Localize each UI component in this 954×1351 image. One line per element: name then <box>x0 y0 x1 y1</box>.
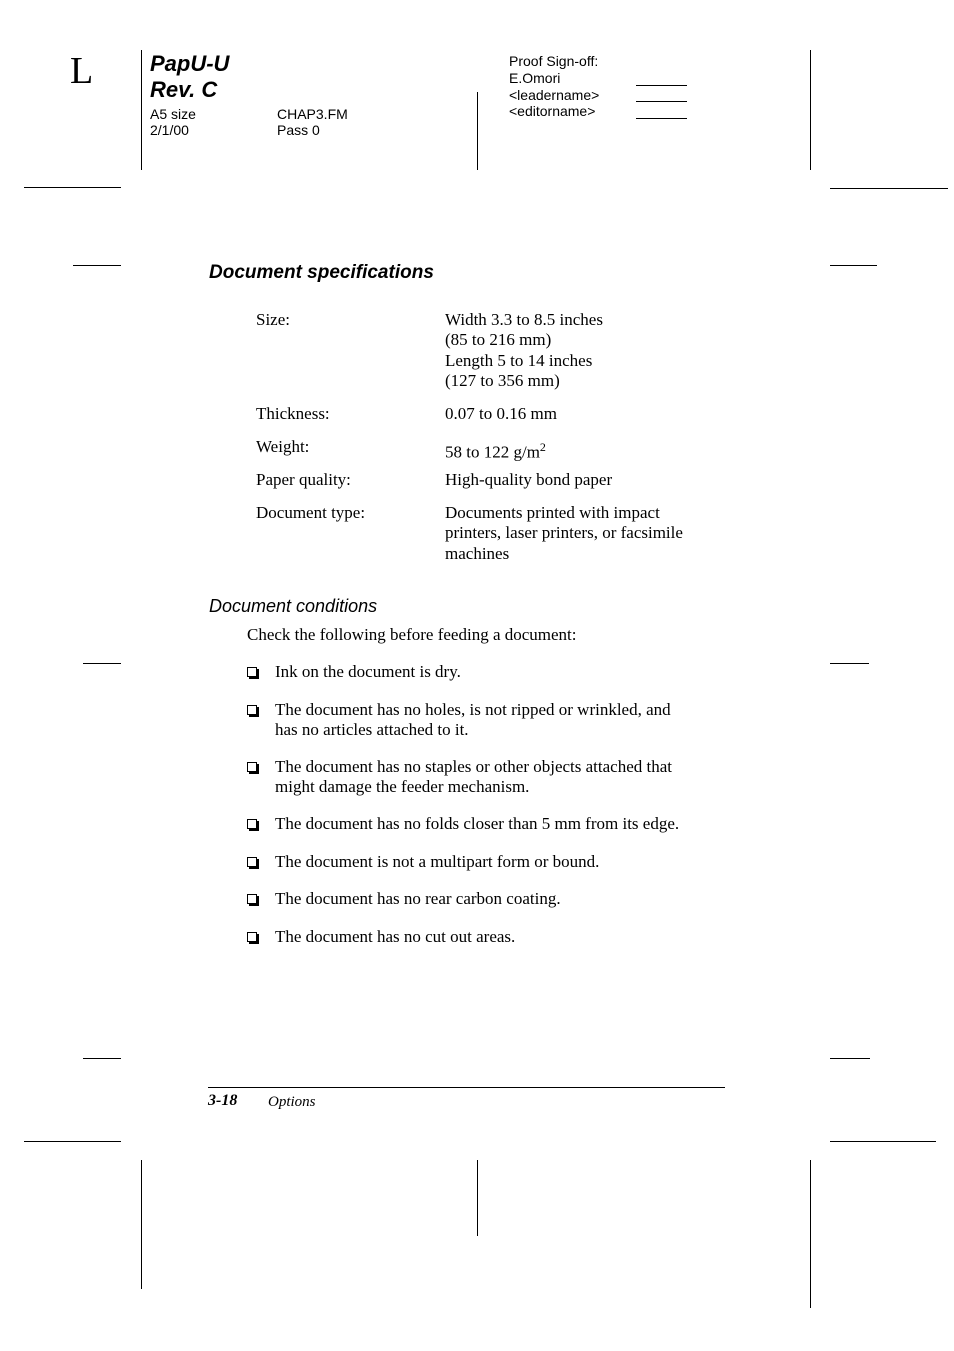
checkbox-bullet-icon <box>247 705 257 715</box>
crop-mark <box>810 1160 811 1308</box>
page-size: A5 size <box>150 106 196 122</box>
spec-label: Size: <box>256 310 290 329</box>
superscript: 2 <box>539 440 546 454</box>
list-item-line: The document has no folds closer than 5 mm from its edge. <box>275 814 680 833</box>
crop-mark <box>830 663 869 664</box>
signoff-name: <editorname> <box>509 103 596 119</box>
spec-value: High-quality bond paper <box>445 470 613 489</box>
proof-signoff-title: Proof Sign-off: <box>509 53 599 69</box>
list-item <box>275 814 725 834</box>
spec-value-text: 58 to 122 g/m <box>445 442 540 462</box>
signoff-blank <box>636 118 687 119</box>
list-item-line: The document is not a multipart form or bound. <box>275 852 600 871</box>
crop-mark <box>73 265 121 266</box>
corner-letter: L <box>70 50 94 92</box>
crop-mark <box>830 265 877 266</box>
spec-value-line: Length 5 to 14 inches <box>445 350 593 370</box>
file-name: CHAP3.FM <box>277 106 348 122</box>
crop-mark <box>830 1141 936 1142</box>
crop-mark <box>83 1058 121 1059</box>
page-number: 3-18 <box>208 1092 238 1109</box>
spec-value-line: printers, laser printers, or facsimile <box>445 523 683 543</box>
spec-value-line: machines <box>445 543 510 563</box>
spec-value-line: Documents printed with impact <box>445 503 660 522</box>
spec-label: Weight: <box>256 437 310 456</box>
signoff-blank <box>636 85 687 86</box>
list-item-line: has no articles attached to it. <box>275 720 469 740</box>
spec-value: 0.07 to 0.16 mm <box>445 404 557 423</box>
doc-date: 2/1/00 <box>150 122 189 138</box>
conditions-intro: Check the following before feeding a document: <box>247 625 577 644</box>
list-item-line: The document has no staples or other objects attached that <box>275 757 673 776</box>
spec-value <box>445 503 735 564</box>
doc-title: PapU-U <box>150 51 230 76</box>
pass-number: Pass 0 <box>277 122 320 138</box>
list-item-line: might damage the feeder mechanism. <box>275 777 530 797</box>
list-item <box>275 889 725 909</box>
crop-mark <box>24 1141 121 1142</box>
checkbox-bullet-icon <box>247 857 257 867</box>
crop-mark <box>141 50 142 170</box>
signoff-blank <box>636 101 687 102</box>
crop-mark <box>810 50 811 170</box>
list-item <box>275 757 725 798</box>
crop-mark <box>830 188 948 189</box>
checkbox-bullet-icon <box>247 667 257 677</box>
spec-value-line: (85 to 216 mm) <box>445 330 552 350</box>
section-heading: Document specifications <box>209 262 434 283</box>
checkbox-bullet-icon <box>247 762 257 772</box>
crop-mark <box>477 92 478 170</box>
spec-label: Thickness: <box>256 404 330 423</box>
list-item <box>275 662 725 682</box>
spec-label: Document type: <box>256 503 366 522</box>
footer-section-name: Options <box>268 1094 316 1110</box>
spec-value <box>445 310 735 391</box>
spec-value <box>445 437 735 463</box>
checkbox-bullet-icon <box>247 932 257 942</box>
subsection-heading: Document conditions <box>209 596 378 616</box>
footer-rule <box>208 1087 725 1088</box>
doc-revision: Rev. C <box>150 77 218 102</box>
list-item-line: Ink on the document is dry. <box>275 662 461 681</box>
list-item-line: The document has no cut out areas. <box>275 927 516 946</box>
crop-mark <box>830 1058 870 1059</box>
spec-value-line: Width 3.3 to 8.5 inches <box>445 310 603 329</box>
crop-mark <box>477 1160 478 1236</box>
crop-mark <box>83 663 121 664</box>
list-item-line: The document has no rear carbon coating. <box>275 889 561 908</box>
list-item-line: The document has no holes, is not ripped or wrinkled, and <box>275 700 671 719</box>
checkbox-bullet-icon <box>247 819 257 829</box>
checkbox-bullet-icon <box>247 894 257 904</box>
crop-mark <box>141 1160 142 1289</box>
signoff-name: <leadername> <box>509 87 600 103</box>
signoff-name: E.Omori <box>509 70 561 86</box>
list-item <box>275 700 725 741</box>
list-item <box>275 852 725 872</box>
spec-label: Paper quality: <box>256 470 351 489</box>
spec-value-line: (127 to 356 mm) <box>445 370 560 390</box>
crop-mark <box>24 187 121 188</box>
list-item <box>275 927 725 947</box>
